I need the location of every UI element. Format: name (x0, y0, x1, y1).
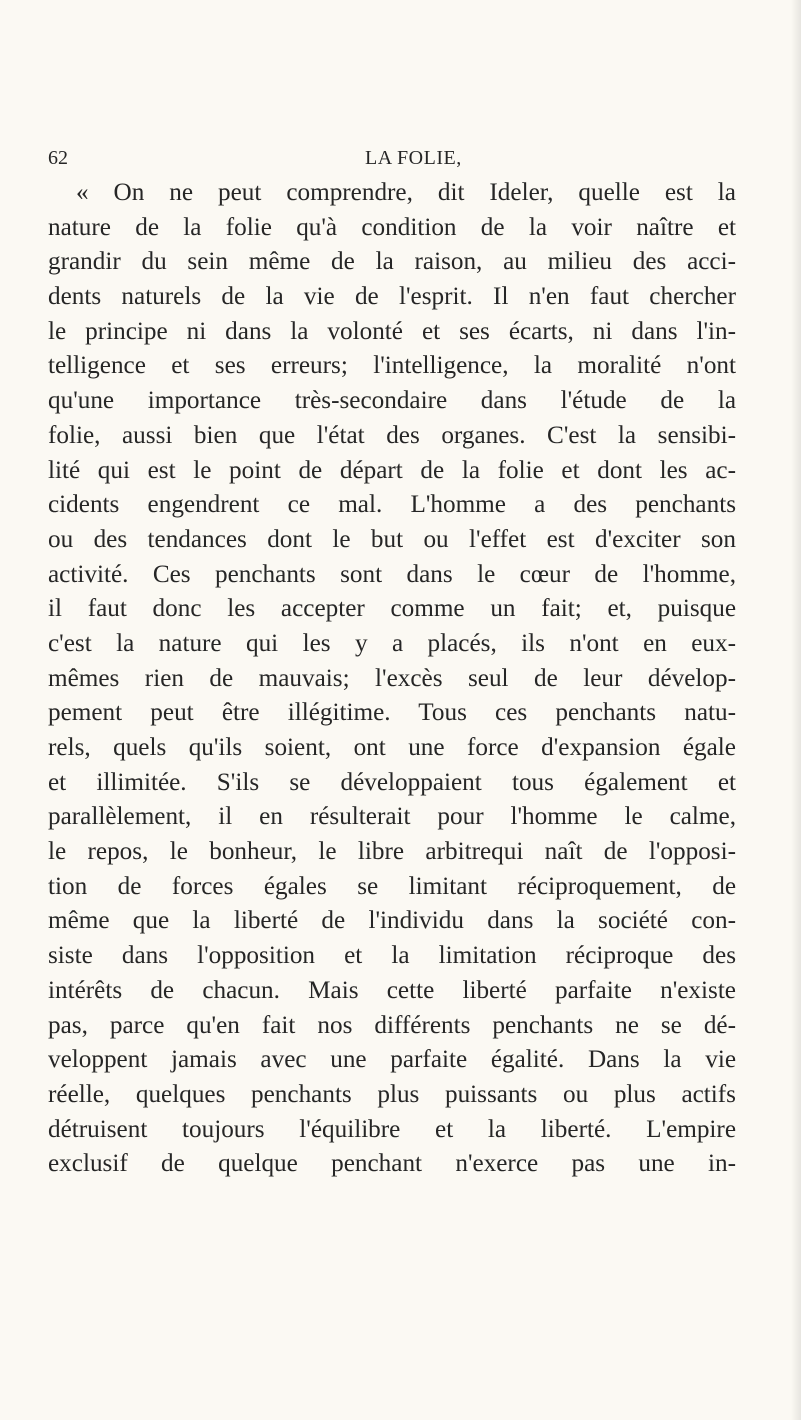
text-line: tion de forces égales se limitant réciproquement, de (48, 872, 736, 900)
text-line: pas, parce qu'en fait nos différents penchants ne se dé- (48, 1011, 736, 1039)
text-line: veloppent jamais avec une parfaite égalité. Dans la vie (48, 1046, 736, 1074)
text-line: mêmes rien de mauvais; l'excès seul de leur dévelop- (48, 664, 736, 692)
text-line: parallèlement, il en résulterait pour l'homme le calme, (48, 803, 736, 831)
text-line: activité. Ces penchants sont dans le cœur de l'homme, (48, 560, 736, 588)
text-line: siste dans l'opposition et la limitation réciproque des (48, 942, 736, 970)
text-line: réelle, quelques penchants plus puissants ou plus actifs (48, 1080, 736, 1108)
text-line: rels, quels qu'ils soient, ont une force d'expansion égale (48, 734, 736, 761)
running-title: LA FOLIE, (365, 147, 462, 169)
text-line: même que la liberté de l'individu dans la société con- (48, 907, 736, 935)
page-edge-shadow (791, 0, 801, 1420)
text-line: exclusif de quelque penchant n'exerce pas une in- (48, 1150, 736, 1178)
body-text (48, 176, 736, 1182)
text-line: et illimitée. S'ils se développaient tous également et (48, 768, 736, 796)
text-line: lité qui est le point de départ de la folie et dont les ac- (48, 456, 736, 484)
text-line: pement peut être illégitime. Tous ces penchants natu- (48, 699, 736, 727)
text-line: intérêts de chacun. Mais cette liberté parfaite n'existe (48, 976, 736, 1004)
text-line: c'est la nature qui les y a placés, ils n'ont en eux- (48, 629, 736, 657)
text-line: nature de la folie qu'à condition de la voir naître et (48, 213, 736, 241)
text-line: folie, aussi bien que l'état des organes. C'est la sensibi- (48, 421, 736, 449)
text-line: dents naturels de la vie de l'esprit. Il n'en faut chercher (48, 283, 736, 311)
text-line: il faut donc les accepter comme un fait; et, puisque (48, 595, 736, 623)
text-line: qu'une importance très-secondaire dans l'étude de la (48, 387, 736, 415)
text-line: telligence et ses erreurs; l'intelligence, la moralité n'ont (48, 352, 736, 380)
text-line: ou des tendances dont le but ou l'effet est d'exciter son (48, 525, 736, 553)
text-line: le repos, le bonheur, le libre arbitrequi naît de l'opposi- (48, 838, 736, 866)
page-number: 62 (48, 147, 68, 169)
text-line: détruisent toujours l'équilibre et la liberté. L'empire (48, 1115, 736, 1143)
text-line: cidents engendrent ce mal. L'homme a des penchants (48, 491, 736, 519)
text-line: grandir du sein même de la raison, au milieu des acci- (48, 248, 736, 276)
text-line: le principe ni dans la volonté et ses écarts, ni dans l'in- (48, 317, 736, 345)
text-line: « On ne peut comprendre, dit Ideler, quelle est la (76, 179, 736, 206)
page-header (48, 144, 738, 174)
